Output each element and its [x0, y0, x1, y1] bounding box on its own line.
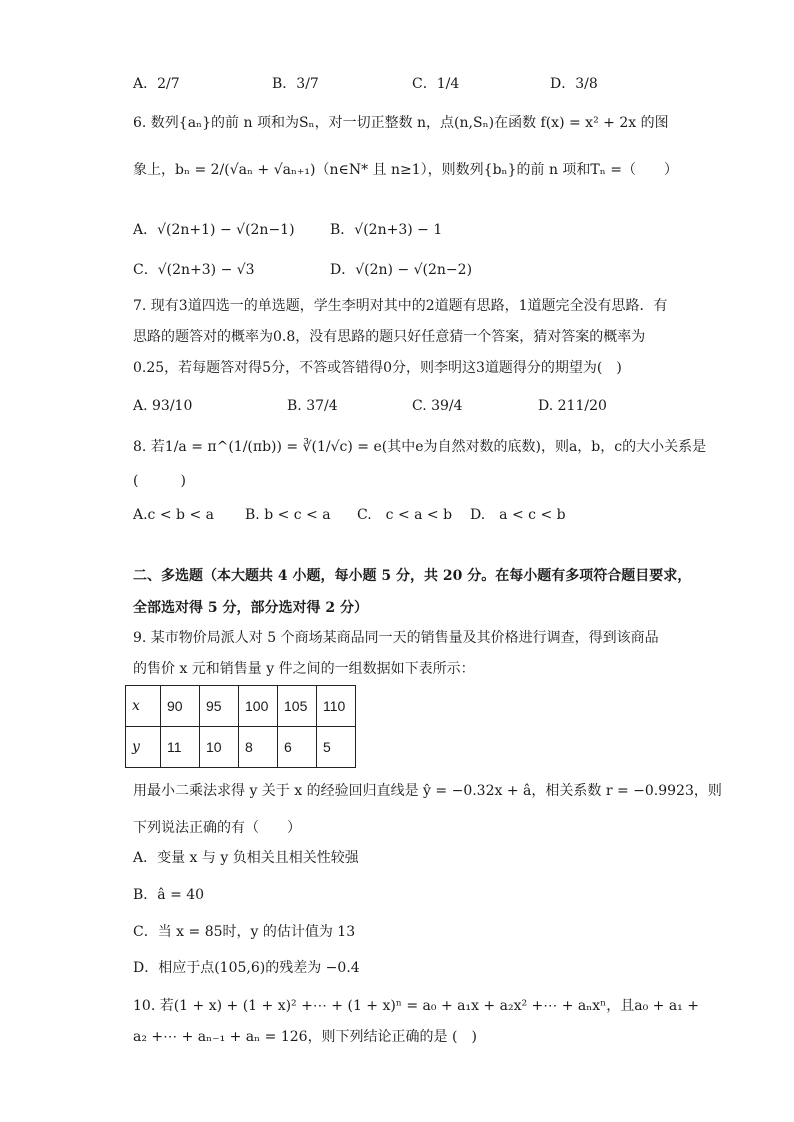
q6-option-b: B．√(2n+3) − 1: [330, 222, 443, 238]
q7-option-c: C. 39/4: [412, 398, 463, 414]
table-cell: 100: [239, 686, 278, 727]
table-row: [126, 686, 356, 727]
q9-stem-line1: 9. 某市物价局派人对 5 个商场某商品同一天的销售量及其价格进行调查，得到该商品: [133, 630, 659, 646]
table-cell: 8: [239, 727, 278, 768]
table-cell: 5: [317, 727, 356, 768]
section2-heading-line2: 全部选对得 5 分，部分选对得 2 分）: [133, 600, 368, 616]
q9-option-b: B．â = 40: [133, 887, 205, 903]
table-cell: 10: [200, 727, 239, 768]
q9-stem-line2: 的售价 x 元和销售量 y 件之间的一组数据如下表所示：: [133, 661, 475, 677]
q9-stem-line4: 下列说法正确的有（ ）: [133, 820, 301, 836]
table-cell: 11: [161, 727, 200, 768]
q8-option-b: B. b < c < a: [245, 507, 331, 523]
table-header-x: x: [126, 686, 161, 727]
q5-option-c: C．1/4: [412, 76, 460, 92]
q7-stem-line3: 0.25，若每题答对得5分，不答或答错得0分，则李明这3道题得分的期望为( ): [133, 360, 622, 376]
q6-option-d: D．√(2n) − √(2n−2): [330, 262, 473, 278]
q6-option-a: A．√(2n+1) − √(2n−1): [133, 222, 295, 238]
q10-stem-line1: 10. 若(1 + x) + (1 + x)² +⋯ + (1 + x)ⁿ = a₀ + a₁x + a₂x² +⋯ + aₙxⁿ，且a₀ + a₁ +: [133, 998, 699, 1014]
q5-option-a: A．2/7: [133, 76, 180, 92]
q7-option-d: D. 211/20: [538, 398, 607, 414]
q5-option-b: B．3/7: [272, 76, 319, 92]
q8-stem-line1: 8. 若1/a = π^(1/(πb)) = ∛(1/√c) = e(其中e为自然对数的底数)，则a，b，c的大小关系是: [133, 439, 707, 455]
q9-option-d: D．相应于点(105,6)的残差为 −0.4: [133, 960, 360, 976]
table-header-y: y: [126, 727, 161, 768]
q6-option-c: C．√(2n+3) − √3: [133, 262, 255, 278]
q8-option-c: C. c < a < b: [357, 507, 453, 523]
q8-option-d: D. a < c < b: [470, 507, 566, 523]
table-cell: 105: [278, 686, 317, 727]
q8-stem-line2: ( ): [133, 473, 186, 489]
table-cell: 90: [161, 686, 200, 727]
q9-data-table: [125, 685, 356, 768]
table-row: [126, 727, 356, 768]
q6-stem-line1: 6. 数列{aₙ}的前 n 项和为Sₙ，对一切正整数 n，点(n,Sₙ)在函数 f(x) = x² + 2x 的图: [133, 115, 669, 131]
q7-stem-line1: 7. 现有3道四选一的单选题，学生李明对其中的2道题有思路，1道题完全没有思路．有: [133, 298, 668, 314]
q5-option-d: D．3/8: [550, 76, 598, 92]
q9-option-a: A．变量 x 与 y 负相关且相关性较强: [133, 850, 359, 866]
q10-stem-line2: a₂ +⋯ + aₙ₋₁ + aₙ = 126，则下列结论正确的是 ( ): [133, 1029, 477, 1045]
q6-stem-line2: 象上，bₙ = 2/(√aₙ + √aₙ₊₁)（n∈N* 且 n≥1），则数列{bₙ}的前 n 项和Tₙ =（ ）: [133, 162, 678, 178]
q9-option-c: C．当 x = 85时，y 的估计值为 13: [133, 924, 356, 940]
q7-option-b: B. 37/4: [287, 398, 338, 414]
q8-option-a: A.c < b < a: [133, 507, 214, 523]
q7-stem-line2: 思路的题答对的概率为0.8，没有思路的题只好任意猜一个答案，猜对答案的概率为: [133, 329, 646, 345]
section2-heading-line1: 二、多选题（本大题共 4 小题，每小题 5 分，共 20 分。在每小题有多项符合题目要求，: [133, 568, 692, 584]
q9-stem-line3: 用最小二乘法求得 y 关于 x 的经验回归直线是 ŷ = −0.32x + â，相关系数 r = −0.9923，则: [133, 783, 722, 799]
table-cell: 95: [200, 686, 239, 727]
table-cell: 110: [317, 686, 356, 727]
table-cell: 6: [278, 727, 317, 768]
q7-option-a: A. 93/10: [133, 398, 193, 414]
